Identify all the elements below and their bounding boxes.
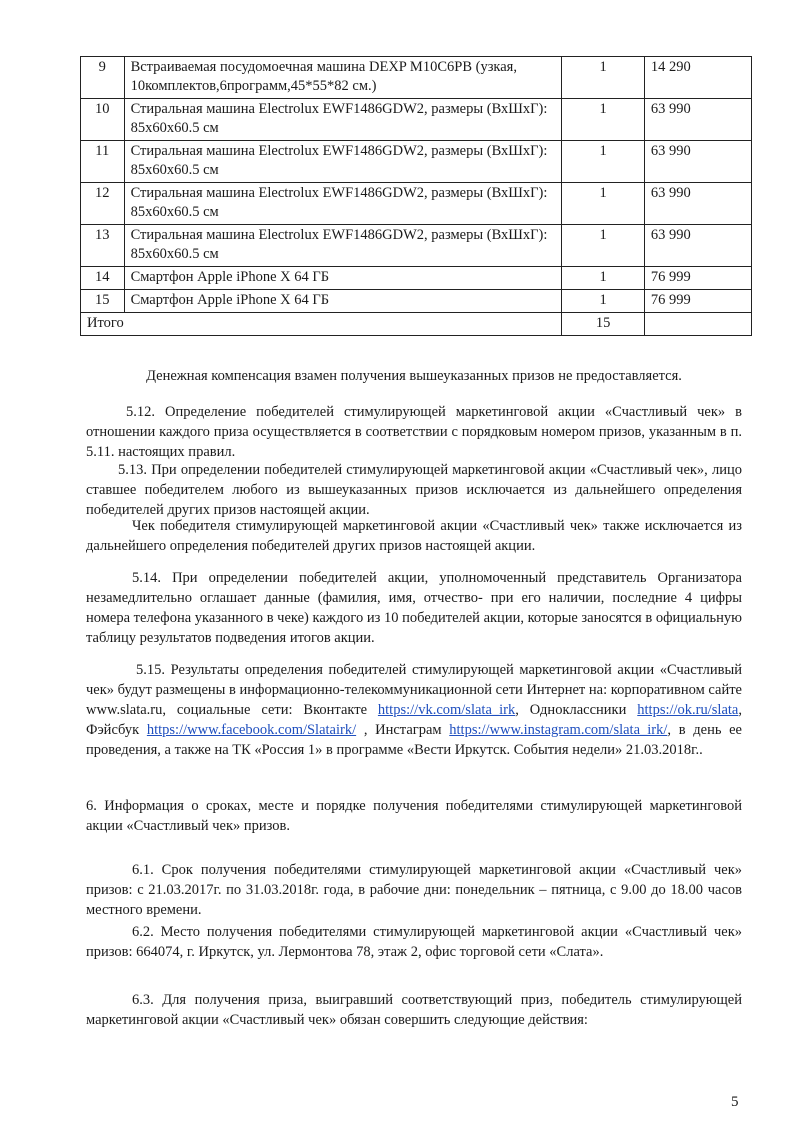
- row-number: 15: [81, 290, 125, 313]
- row-number: 14: [81, 267, 125, 290]
- clause-5-12: 5.12. Определение победителей стимулирующей маркетинговой акции «Счастливый чек» в отношении каждого приза осуществляется в соответствии с порядковым номером призов, указанным в п. 5.11. настоящих правил.: [86, 404, 742, 460]
- prize-table-body: [81, 57, 752, 336]
- row-number: 12: [81, 183, 125, 225]
- prize-price: 76 999: [644, 267, 751, 290]
- prize-price: 63 990: [644, 141, 751, 183]
- clause-5-15: [86, 660, 742, 760]
- row-number: 10: [81, 99, 125, 141]
- prize-name: Встраиваемая посудомоечная машина DEXP M10C6PB (узкая, 10комплектов,6программ,45*55*82 см.): [124, 57, 562, 99]
- prize-quantity: 1: [562, 225, 645, 267]
- prize-name: Стиральная машина Electrolux EWF1486GDW2, размеры (ВхШхГ): 85х60х60.5 см: [124, 141, 562, 183]
- clause-5-15-text: , Инстаграм: [356, 722, 450, 738]
- clause-5-15-text: , Фэйсбук: [86, 702, 742, 738]
- clause-6-1: 6.1. Срок получения победителями стимулирующей маркетинговой акции «Счастливый чек» призов: с 21.03.2017г. по 31.03.2018г. года, в рабочие дни: понедельник – пятница, с 9.00 до 18.00 часов местного времени.: [86, 862, 742, 918]
- ok-link[interactable]: https://ok.ru/slata: [637, 702, 739, 718]
- prize-price: 14 290: [644, 57, 751, 99]
- prize-quantity: 1: [562, 183, 645, 225]
- clause-6-2: 6.2. Место получения победителями стимулирующей маркетинговой акции «Счастливый чек» призов: 664074, г. Иркутск, ул. Лермонтова 78, этаж 2, офис торговой сети «Слата».: [86, 924, 742, 960]
- total-quantity: 15: [562, 313, 645, 336]
- instagram-link[interactable]: https://www.instagram.com/slata_irk/: [449, 722, 668, 738]
- prize-price: 76 999: [644, 290, 751, 313]
- prize-quantity: 1: [562, 290, 645, 313]
- clause-5-15-text: , Одноклассники: [515, 702, 638, 718]
- prize-quantity: 1: [562, 99, 645, 141]
- row-number: 11: [81, 141, 125, 183]
- clause-6-3: 6.3. Для получения приза, выигравший соответствующий приз, победитель стимулирующей маркетинговой акции «Счастливый чек» обязан совершить следующие действия:: [86, 992, 742, 1028]
- clause-check-excluded: Чек победителя стимулирующей маркетинговой акции «Счастливый чек» также исключается из дальнейшего определения победителей других призов настоящей акции.: [86, 518, 742, 554]
- prize-price: 63 990: [644, 99, 751, 141]
- table-total-row: [81, 313, 752, 336]
- section-6-heading: 6. Информация о сроках, месте и порядке получения победителями стимулирующей маркетинговой акции «Счастливый чек» призов.: [86, 798, 742, 834]
- row-number: 13: [81, 225, 125, 267]
- compensation-note: Денежная компенсация взамен получения вышеуказанных призов не предоставляется.: [146, 368, 682, 384]
- prize-quantity: 1: [562, 267, 645, 290]
- prize-name: Стиральная машина Electrolux EWF1486GDW2, размеры (ВхШхГ): 85х60х60.5 см: [124, 99, 562, 141]
- prize-quantity: 1: [562, 141, 645, 183]
- vk-link[interactable]: https://vk.com/slata_irk: [377, 702, 516, 718]
- prize-price: 63 990: [644, 183, 751, 225]
- clause-5-14: 5.14. При определении победителей акции, уполномоченный представитель Организатора незамедлительно оглашает данные (фамилия, имя, отчество- при его наличии, последние 4 цифры номера телефона указанного в чеке) каждого из 10 победителей акции, которые заносятся в официальную таблицу результатов подведения итогов акции.: [86, 570, 742, 646]
- table-row: [81, 290, 752, 313]
- total-label: Итого: [81, 313, 562, 336]
- prize-quantity: 1: [562, 57, 645, 99]
- clause-5-15-text: , в день ее проведения, а также на ТК «Россия 1» в программе «Вести Иркутск. События недели» 21.03.2018г..: [86, 722, 742, 758]
- clause-5-13: 5.13. При определении победителей стимулирующей маркетинговой акции «Счастливый чек», лицо ставшее победителем любого из вышеуказанных призов исключается из дальнейшего определения победителей других призов настоящей акции.: [86, 462, 742, 518]
- prize-name: Стиральная машина Electrolux EWF1486GDW2, размеры (ВхШхГ): 85х60х60.5 см: [124, 183, 562, 225]
- clause-5-15-text: 5.15. Результаты определения победителей стимулирующей маркетинговой акции «Счастливый чек» будут размещены в информационно-телекоммуникационной сети Интернет на: корпоративном сайте www.slata.ru, социальные сети: Вконтакте: [86, 662, 742, 718]
- facebook-link[interactable]: https://www.facebook.com/Slatairk/: [146, 722, 357, 738]
- prize-name: Смартфон Apple iPhone X 64 ГБ: [124, 290, 562, 313]
- table-row: [81, 57, 752, 99]
- total-price-empty: [644, 313, 751, 336]
- page-number: 5: [731, 1094, 739, 1110]
- table-row: [81, 225, 752, 267]
- prize-table: [80, 56, 752, 336]
- table-row: [81, 141, 752, 183]
- prize-name: Смартфон Apple iPhone X 64 ГБ: [124, 267, 562, 290]
- table-row: [81, 99, 752, 141]
- row-number: 9: [81, 57, 125, 99]
- prize-price: 63 990: [644, 225, 751, 267]
- table-row: [81, 183, 752, 225]
- table-row: [81, 267, 752, 290]
- prize-name: Стиральная машина Electrolux EWF1486GDW2, размеры (ВхШхГ): 85х60х60.5 см: [124, 225, 562, 267]
